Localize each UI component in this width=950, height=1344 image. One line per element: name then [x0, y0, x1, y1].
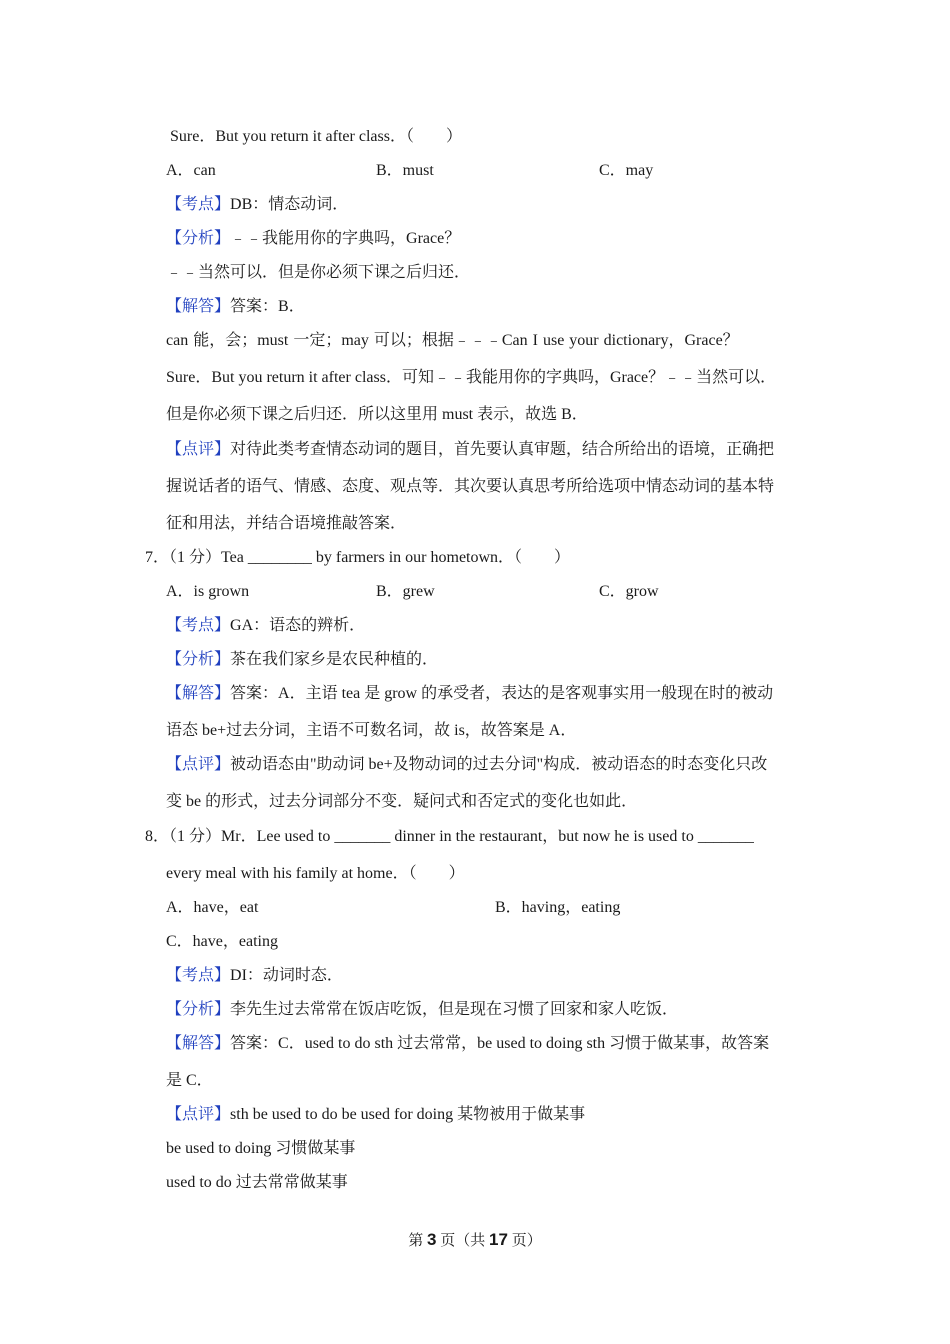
- fenxi-text: 李先生过去常常在饭店吃饭，但是现在习惯了回家和家人吃饭．: [230, 1001, 679, 1018]
- q8-stem-row: [145, 827, 754, 847]
- kaodian-text: GA：语态的辨析．: [230, 617, 366, 634]
- q8-option-a: A．have，eat: [166, 899, 259, 916]
- dianping-tag: 【点评】: [166, 1106, 231, 1123]
- kaodian-tag: 【考点】: [166, 967, 231, 984]
- q6-jieda: [166, 297, 305, 317]
- q6-jieda-line4: 但是你必须下课之后归还．所以这里用 must 表示，故选 B．: [166, 406, 588, 423]
- q6-jieda-line2: can 能，会；must 一定；may 可以；根据﹣﹣﹣Can I use your dictionary，Grace？: [166, 332, 739, 349]
- q6-fenxi-line2: ﹣﹣当然可以．但是你必须下课之后归还．: [166, 264, 471, 281]
- q6-fenxi: [166, 229, 460, 249]
- q6-option-a: A．can: [166, 162, 216, 179]
- footer-suffix: 页）: [507, 1233, 542, 1249]
- q8-jieda: [166, 1034, 769, 1054]
- fenxi-tag: 【分析】: [166, 230, 231, 247]
- fenxi-tag: 【分析】: [166, 1001, 231, 1018]
- q8-kaodian: [166, 966, 343, 986]
- dianping-tag: 【点评】: [166, 441, 231, 458]
- footer-prefix: 第: [408, 1233, 428, 1249]
- q6-dianping-line2: 握说话者的语气、情感、态度、观点等．其次要认真思考所给选项中情态动词的基本特: [166, 478, 775, 495]
- q7-fenxi: [166, 650, 438, 670]
- kaodian-text: DB：情态动词．: [230, 196, 349, 213]
- q8-option-b: B．having，eating: [495, 899, 621, 916]
- fenxi-tag: 【分析】: [166, 651, 231, 668]
- q7-option-a: A．is grown: [166, 583, 250, 600]
- dianping-tag: 【点评】: [166, 756, 231, 773]
- q6-option-c: C．may: [599, 162, 654, 179]
- q7-number: 7．: [145, 549, 170, 566]
- footer-total-pages: 17: [489, 1230, 508, 1249]
- q6-jieda-line3: Sure．But you return it after class．可知﹣﹣我能用你的字典吗，Grace？﹣﹣当然可以．: [166, 369, 777, 386]
- footer-page-number: 3: [427, 1230, 437, 1249]
- q6-kaodian: [166, 195, 348, 215]
- kaodian-tag: 【考点】: [166, 196, 231, 213]
- q8-dianping: [166, 1105, 585, 1125]
- fenxi-text: ﹣﹣我能用你的字典吗，Grace？: [230, 230, 461, 247]
- q6-dianping: [166, 440, 774, 460]
- q8-dianping-line3: used to do 过去常常做某事: [166, 1174, 348, 1191]
- jieda-text: 答案：C．used to do sth 过去常常，be used to doing sth 习惯于做某事，故答案: [230, 1035, 770, 1052]
- jieda-tag: 【解答】: [166, 685, 231, 702]
- q7-stem-row: [145, 548, 570, 568]
- footer-middle: 页（共: [436, 1233, 490, 1249]
- q7-dianping-line2: 变 be 的形式，过去分词部分不变．疑问式和否定式的变化也如此．: [166, 793, 638, 810]
- q7-option-b: B．grew: [376, 583, 435, 600]
- dianping-text: 被动语态由"助动词 be+及物动词的过去分词"构成．被动语态的时态变化只改: [230, 756, 768, 773]
- q8-jieda-line2: 是 C．: [166, 1072, 213, 1089]
- q6-option-b: B．must: [376, 162, 434, 179]
- jieda-tag: 【解答】: [166, 298, 231, 315]
- q7-option-c: C．grow: [599, 583, 659, 600]
- dianping-text: sth be used to do be used for doing 某物被用于做某事: [230, 1106, 586, 1123]
- page-footer: [0, 1229, 950, 1250]
- jieda-text: 答案：B．: [230, 298, 305, 315]
- q7-jieda-line2: 语态 be+过去分词，主语不可数名词，故 is，故答案是 A．: [166, 722, 577, 739]
- kaodian-tag: 【考点】: [166, 617, 231, 634]
- q8-fenxi: [166, 1000, 678, 1020]
- q7-stem: （1 分）Tea ________ by farmers in our hometown．（ ）: [169, 549, 571, 566]
- q8-number: 8．: [145, 828, 170, 845]
- dianping-text: 对待此类考查情态动词的题目，首先要认真审题，结合所给出的语境，正确把: [230, 441, 775, 458]
- q7-jieda: [166, 684, 773, 704]
- q8-stem-line2: every meal with his family at home．（ ）: [166, 865, 465, 882]
- fenxi-text: 茶在我们家乡是农民种植的．: [230, 651, 439, 668]
- q7-dianping: [166, 755, 767, 775]
- q8-option-c: C．have，eating: [166, 933, 278, 950]
- kaodian-text: DI：动词时态．: [230, 967, 343, 984]
- q6-dianping-line3: 征和用法，并结合语境推敲答案．: [166, 515, 407, 532]
- q7-kaodian: [166, 616, 365, 636]
- jieda-tag: 【解答】: [166, 1035, 231, 1052]
- jieda-text: 答案：A．主语 tea 是 grow 的承受者，表达的是客观事实用一般现在时的被动: [230, 685, 774, 702]
- q6-prompt-tail: Sure．But you return it after class．（ ）: [170, 128, 462, 145]
- q8-stem: （1 分）Mr．Lee used to _______ dinner in the restaurant，but now he is used to _______: [169, 828, 754, 845]
- q8-dianping-line2: be used to doing 习惯做某事: [166, 1140, 356, 1157]
